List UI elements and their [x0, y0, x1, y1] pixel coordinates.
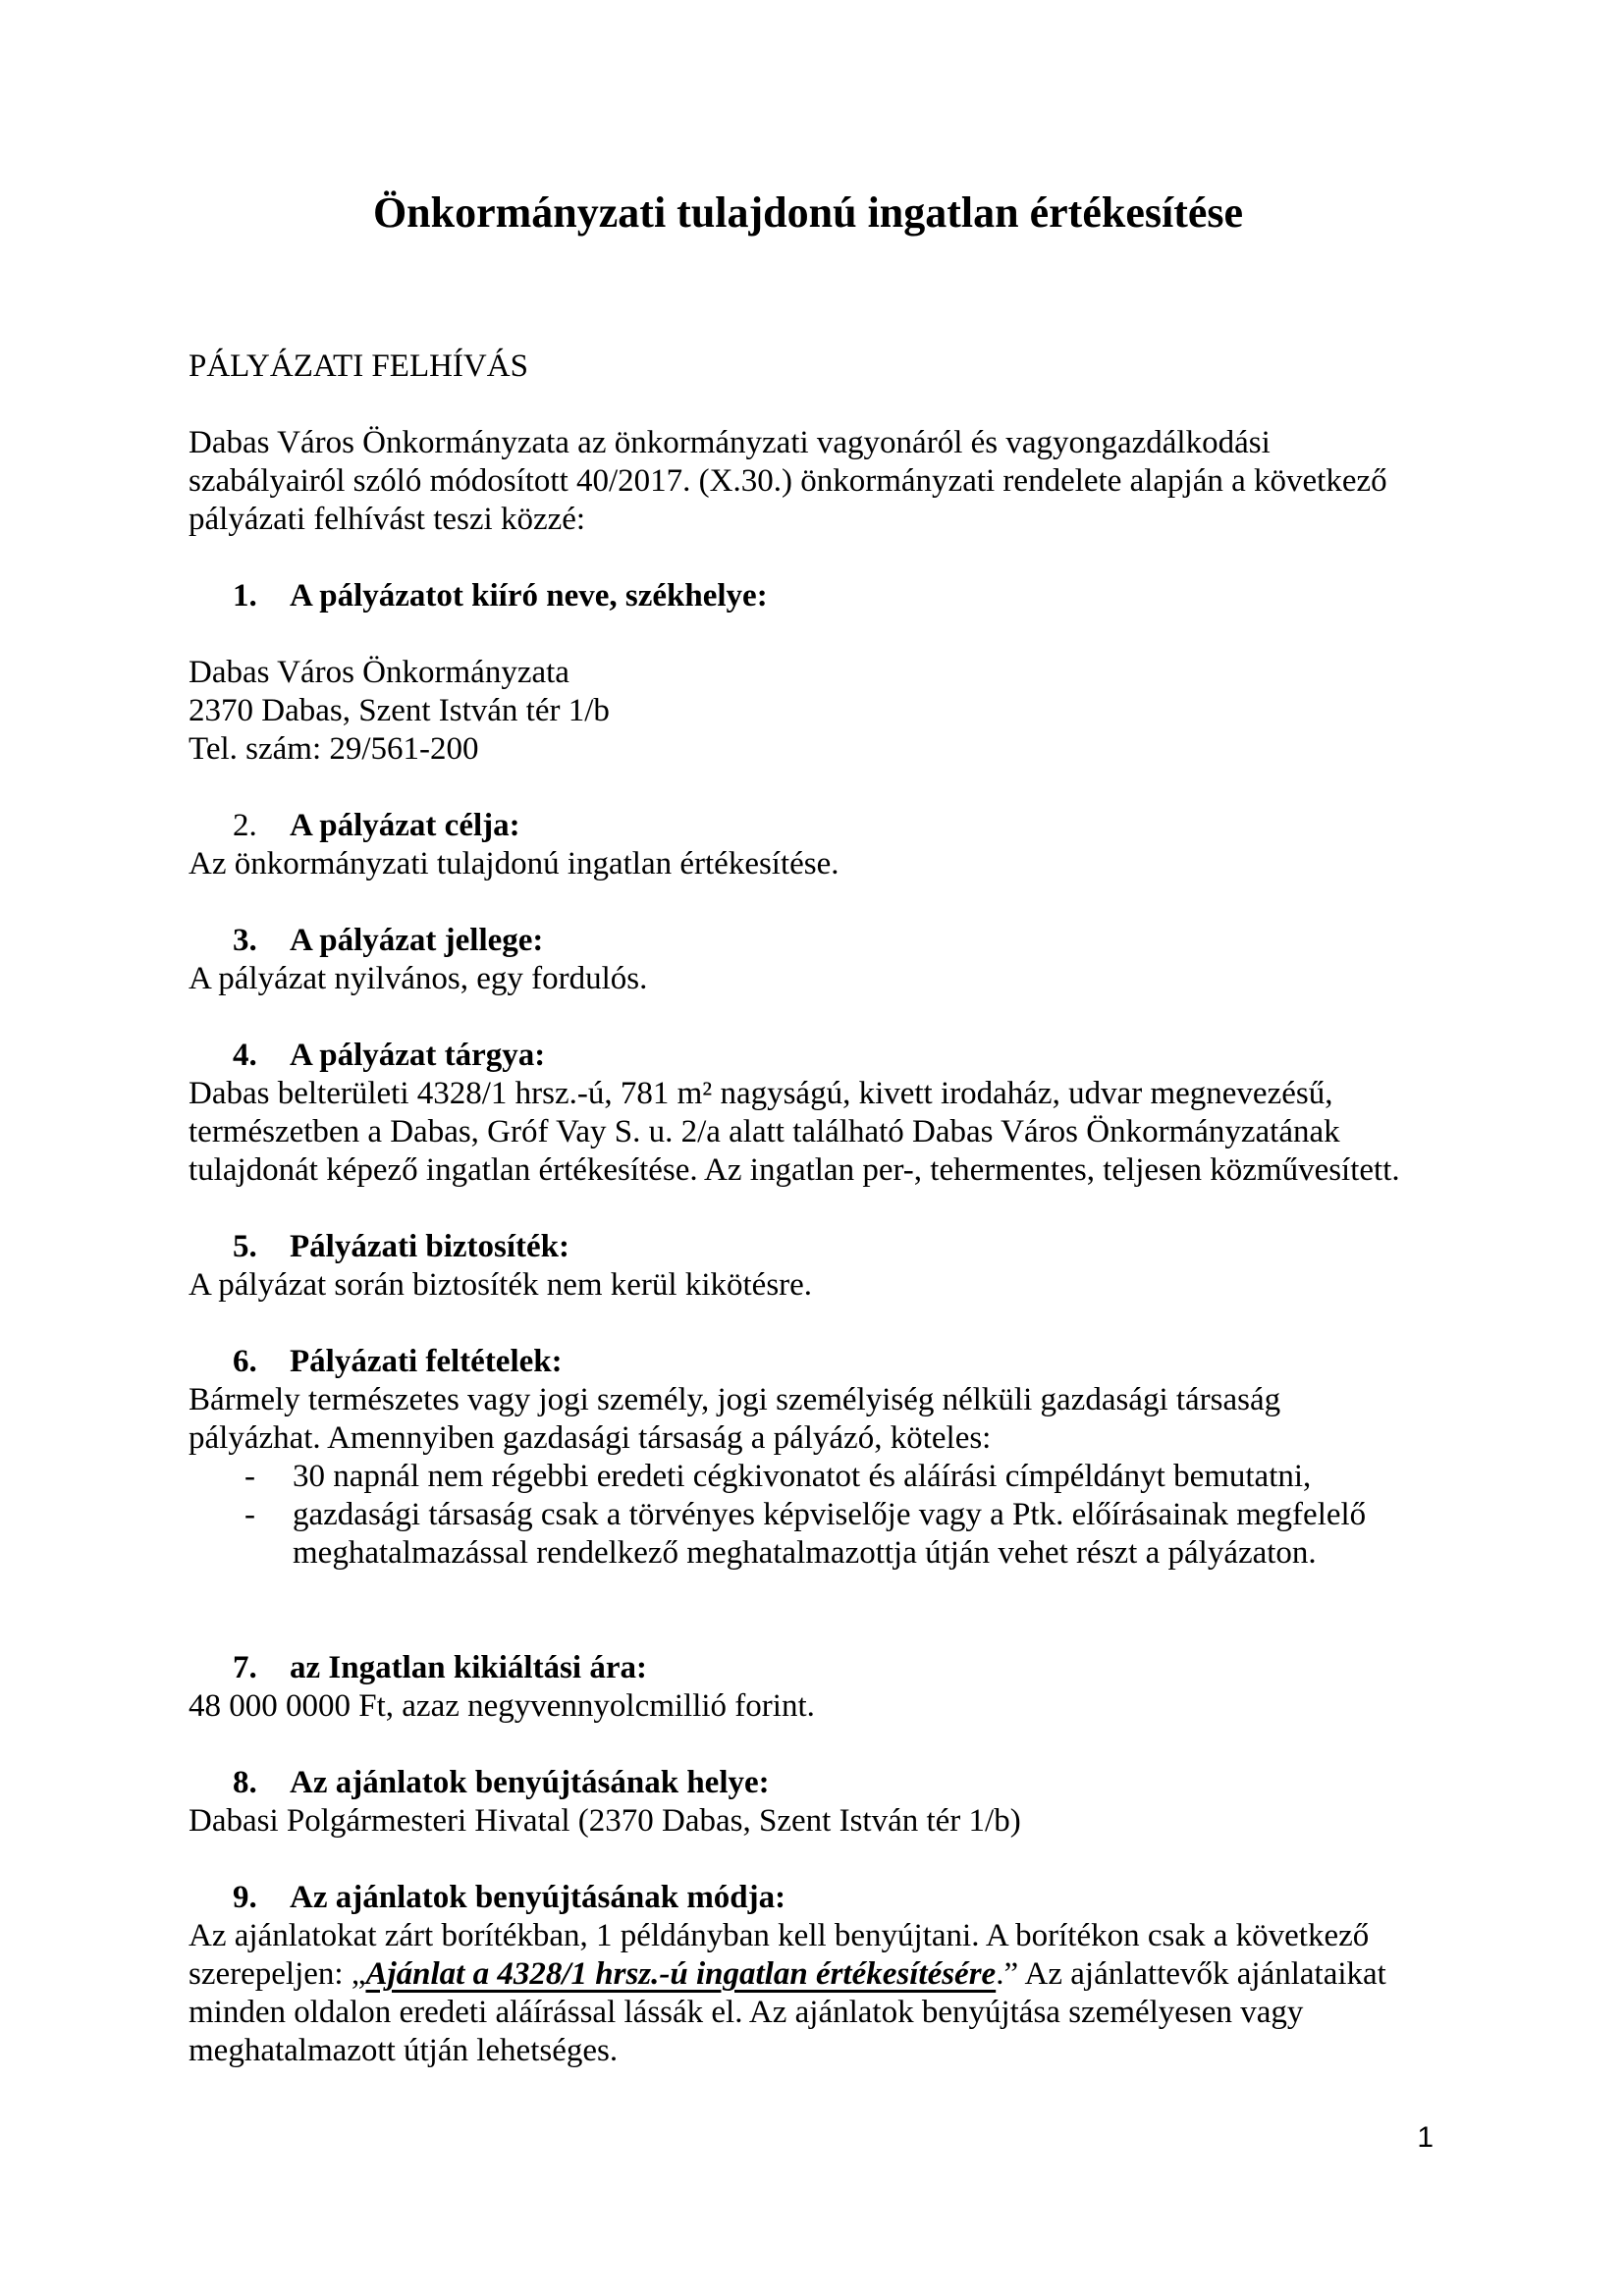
body-line: szabályairól szóló módosított 40/2017. (X.30.) önkormányzati rendelete alapján a következő	[189, 463, 1387, 499]
section-number: 9.	[233, 1880, 257, 1915]
body-line: Dabas belterületi 4328/1 hrsz.-ú, 781 m² nagyságú, kivett irodaház, udvar megnevezésű,	[189, 1076, 1333, 1111]
section-heading-label: az Ingatlan kikiáltási ára:	[290, 1650, 647, 1685]
section-heading-label: Pályázati biztosíték:	[290, 1229, 570, 1264]
body-line: Tel. szám: 29/561-200	[189, 731, 479, 767]
section-1	[189, 577, 1428, 769]
body-line: pályázhat. Amennyiben gazdasági társaság a pályázó, köteles:	[189, 1420, 992, 1456]
section-number: 4.	[233, 1038, 257, 1073]
section-4	[189, 1037, 1428, 1190]
section-number: 8.	[233, 1765, 257, 1800]
bullet-marker: -	[244, 1459, 255, 1494]
body-line: Bármely természetes vagy jogi személy, jogi személyiség nélküli gazdasági társaság	[189, 1382, 1281, 1417]
body-line: Dabas Város Önkormányzata	[189, 655, 569, 690]
bullet-marker: -	[244, 1497, 255, 1532]
body-line: 48 000 0000 Ft, azaz negyvennyolcmillió forint.	[189, 1688, 815, 1724]
section-8	[189, 1764, 1428, 1841]
body-line: Az ajánlatokat zárt borítékban, 1 példányban kell benyújtani. A borítékon csak a következő	[189, 1918, 1370, 1953]
section-5	[189, 1228, 1428, 1305]
section-9	[189, 1879, 1428, 2070]
section-heading	[189, 1649, 1428, 1687]
body-line	[189, 1955, 1428, 1994]
body-text: .” Az ajánlattevők ajánlataikat	[996, 1956, 1386, 1992]
body-line: A pályázat nyilvános, egy fordulós.	[189, 961, 648, 996]
section-number: 3.	[233, 923, 257, 958]
section-heading-label: Az ajánlatok benyújtásának helye:	[290, 1765, 770, 1800]
section-heading	[189, 807, 1428, 845]
body-line: A pályázat során biztosíték nem kerül kikötésre.	[189, 1267, 813, 1303]
section-2	[189, 807, 1428, 883]
body-line: 2370 Dabas, Szent István tér 1/b	[189, 693, 610, 728]
body-text: szerepeljen: „	[189, 1956, 366, 1992]
section-heading-label: A pályázat tárgya:	[290, 1038, 546, 1073]
section-heading	[189, 577, 1428, 615]
section-number: 2.	[233, 808, 257, 843]
body-line: gazdasági társaság csak a törvényes képviselője vagy a Ptk. előírásainak megfelelő	[293, 1497, 1367, 1532]
body-line: meghatalmazott útján lehetséges.	[189, 2033, 619, 2068]
section-number: 6.	[233, 1344, 257, 1379]
bullet-item	[189, 1458, 1428, 1496]
body-line: tulajdonát képező ingatlan értékesítése. Az ingatlan per-, tehermentes, teljesen közművesített.	[189, 1152, 1400, 1188]
section-heading	[189, 922, 1428, 960]
section-heading	[189, 1764, 1428, 1802]
section-number: 5.	[233, 1229, 257, 1264]
intro-paragraph	[189, 424, 1428, 539]
bullet-text	[293, 1458, 1428, 1496]
body-line: Az önkormányzati tulajdonú ingatlan értékesítése.	[189, 846, 839, 881]
body-line: pályázati felhívást teszi közzé:	[189, 502, 586, 537]
body-line: Dabas Város Önkormányzata az önkormányzati vagyonáról és vagyongazdálkodási	[189, 425, 1271, 460]
section-number: 7.	[233, 1650, 257, 1685]
body-line: természetben a Dabas, Gróf Vay S. u. 2/a alatt található Dabas Város Önkormányzatának	[189, 1114, 1340, 1149]
document-content	[189, 0, 1428, 2070]
bullet-text	[293, 1496, 1428, 1573]
section-number: 1.	[233, 578, 257, 614]
page-number: 1	[1417, 2121, 1434, 2154]
section-heading	[189, 1343, 1428, 1381]
body-line: Dabasi Polgármesteri Hivatal (2370 Dabas, Szent István tér 1/b)	[189, 1803, 1021, 1839]
section-heading-label: Pályázati feltételek:	[290, 1344, 563, 1379]
section-6	[189, 1343, 1428, 1573]
section-heading-label: A pályázatot kiíró neve, székhelye:	[290, 578, 768, 614]
section-7	[189, 1649, 1428, 1726]
section-3	[189, 922, 1428, 998]
emphasized-offer-text: Ajánlat a 4328/1 hrsz.-ú ingatlan értékesítésére	[365, 1956, 997, 1992]
section-heading-label: Az ajánlatok benyújtásának módja:	[290, 1880, 786, 1915]
felhivas-heading: PÁLYÁZATI FELHÍVÁS	[189, 348, 528, 384]
body-line: meghatalmazással rendelkező meghatalmazottja útján vehet részt a pályázaton.	[293, 1535, 1317, 1571]
bullet-item	[189, 1496, 1428, 1573]
section-heading-label: A pályázat célja:	[290, 808, 520, 843]
section-heading	[189, 1879, 1428, 1917]
section-heading	[189, 1228, 1428, 1266]
section-heading-label: A pályázat jellege:	[290, 923, 544, 958]
body-line: minden oldalon eredeti aláírással lássák el. Az ajánlatok benyújtása személyesen vagy	[189, 1995, 1304, 2030]
page-title: Önkormányzati tulajdonú ingatlan értékesítése	[372, 188, 1244, 237]
body-line: 30 napnál nem régebbi eredeti cégkivonatot és aláírási címpéldányt bemutatni,	[293, 1459, 1312, 1494]
section-heading	[189, 1037, 1428, 1075]
